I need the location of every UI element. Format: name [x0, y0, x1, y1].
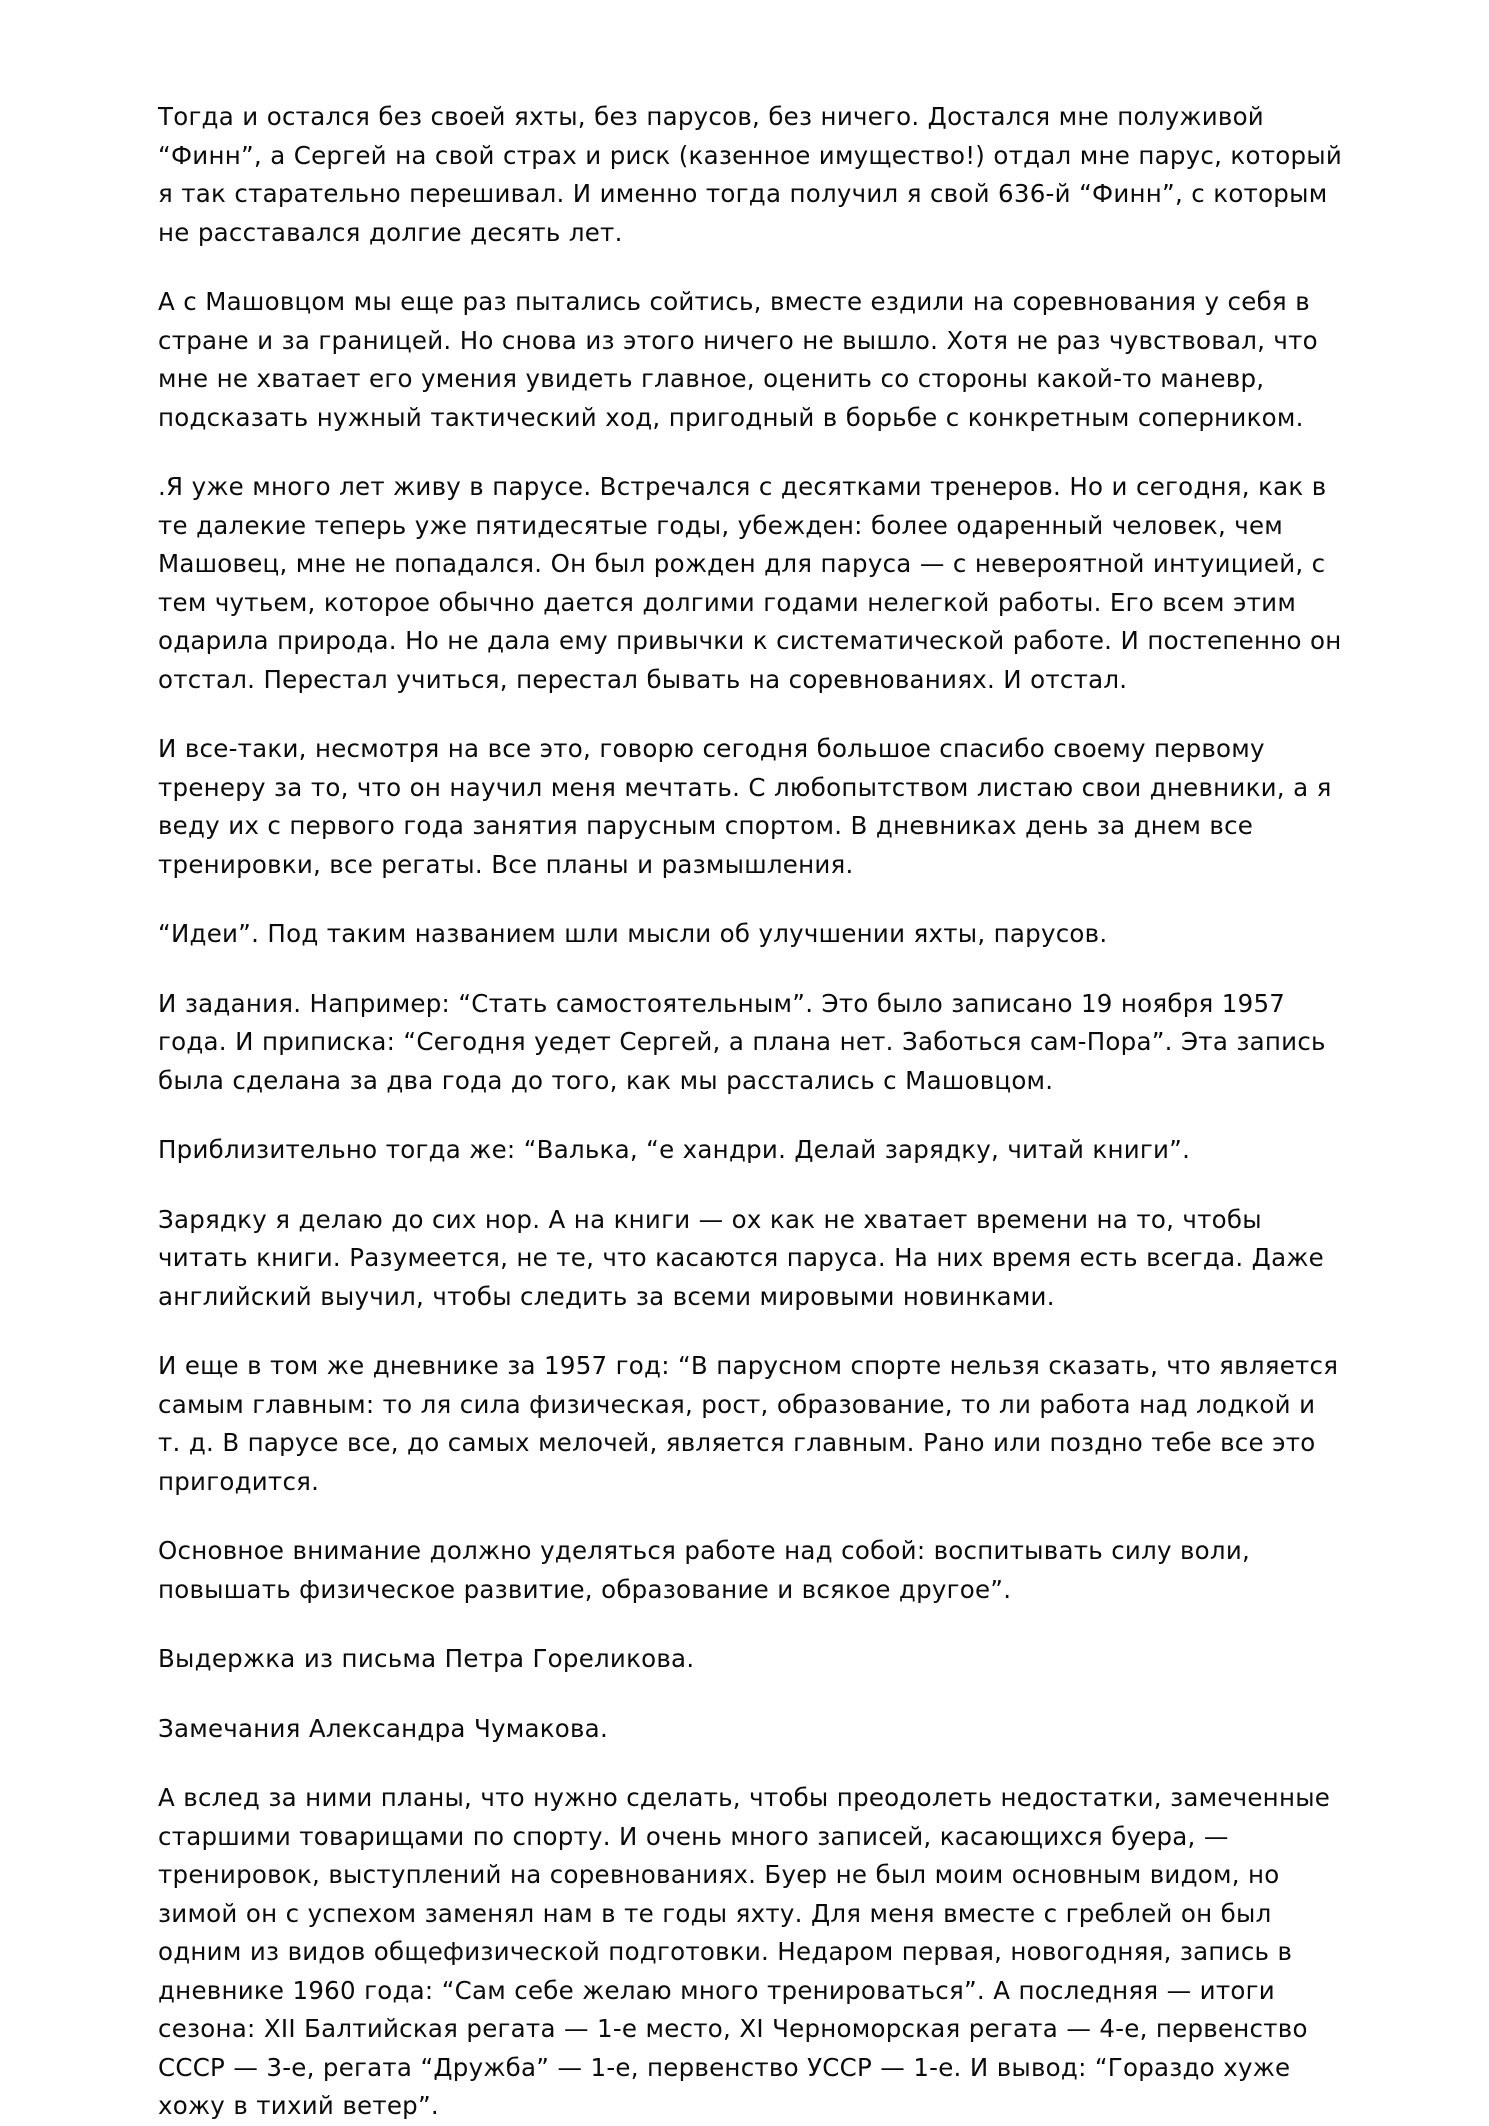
paragraph-5-ideas: “Идеи”. Под таким названием шли мысли об улучшении яхты, парусов.: [158, 919, 1108, 948]
paragraph-13-season-results: А вслед за ними планы, что нужно сделать, чтобы преодолеть недостатки, замеченные старшими товарищами по спорту. И очень много записей, касающихся буера, — тренировок, выступлений на соревнованиях. Буер не был моим основным видом, но зимой он с успехом заменял нам в те годы яхту. Для меня вместе с греблей он был одним из видов общефизической подготовки. Недаром первая, новогодняя, запись в дневнике 1960 года: “Сам себе желаю много тренироваться”. А последняя — итоги сезона: XII Балтийская регата — 1-е место, XI Черноморская регата — 4-е, первенство СССР — 3-е, регата “Дружба” — 1-е, первенство УССР — 1-е. И вывод: “Гораздо хуже хожу в тихий ветер”.: [158, 1783, 1339, 2120]
paragraph-11-letter-attribution: Выдержка из письма Петра Гореликова.: [158, 1644, 695, 1673]
paragraph-2: А с Машовцом мы еще раз пытались сойтись, вместе ездили на соревнования у себя в стране и за границей. Но снова из этого ничего не вышло. Хотя не раз чувствовал, что мне не хватает его умения увидеть главное, оценить со стороны какой-то маневр, подсказать нужный тактический ход, пригодный в борьбе с конкретным соперником.: [158, 287, 1327, 432]
paragraph-10-self-work: Основное внимание должно уделяться работе над собой: воспитывать силу воли, повышать физическое развитие, образование и всякое другое”.: [158, 1536, 1259, 1604]
paragraph-8-exercise: Зарядку я делаю до сих нор. А на книги — ох как не хватает времени на то, чтобы читать книги. Разумеется, не те, что касаются паруса. На них время есть всегда. Даже английский выучил, чтобы следить за всеми мировыми новинками.: [158, 1204, 1333, 1311]
paragraph-4: И все-таки, несмотря на все это, говорю сегодня большое спасибо своему первому тренеру за то, что он научил меня мечтать. С любопытством листаю свои дневники, а я веду их с первого года занятия парусным спортом. В дневниках день за днем все тренировки, все регаты. Все планы и размышления.: [158, 734, 1340, 879]
paragraph-1: Тогда и остался без своей яхты, без парусов, без ничего. Достался мне полуживой “Финн”, а Сергей на свой страх и риск (казенное имущество!) отдал мне парус, который я так старательно перешивал. И именно тогда получил я свой 636-й “Финн”, с которым не расставался долгие десять лет.: [158, 102, 1351, 247]
paragraph-3: .Я уже много лет живу в парусе. Встречался с десятками тренеров. Но и сегодня, как в те далекие теперь уже пятидесятые годы, убежден: более одаренный человек, чем Машовец, мне не попадался. Он был рожден для паруса — с невероятной интуицией, с тем чутьем, которое обычно дается долгими годами нелегкой работы. Его всем этим одарила природа. Но не дала ему привычки к систематической работе. И постепенно он отстал. Перестал учиться, перестал бывать на соревнованиях. И отстал.: [158, 472, 1350, 694]
paragraph-6-tasks: И задания. Например: “Стать самостоятельным”. Это было записано 19 ноября 1957 года. И приписка: “Сегодня уедет Сергей, а плана нет. Заботься сам-Пора”. Эта запись была сделана за два года до того, как мы расстались с Машовцом.: [158, 988, 1335, 1095]
paragraph-9-diary-1957: И еще в том же дневнике за 1957 год: “В парусном спорте нельзя сказать, что является самым главным: то ля сила физическая, рост, образование, то ли работа над лодкой и т. д. В парусе все, до самых мелочей, является главным. Рано или поздно тебе все это пригодится.: [158, 1351, 1347, 1496]
paragraph-7-valka-note: Приблизительно тогда же: “Валька, “е хандри. Делай зарядку, читай книги”.: [158, 1135, 1191, 1164]
paragraph-12-remarks-attribution: Замечания Александра Чумакова.: [158, 1713, 608, 1743]
text-column: [158, 98, 1351, 2126]
